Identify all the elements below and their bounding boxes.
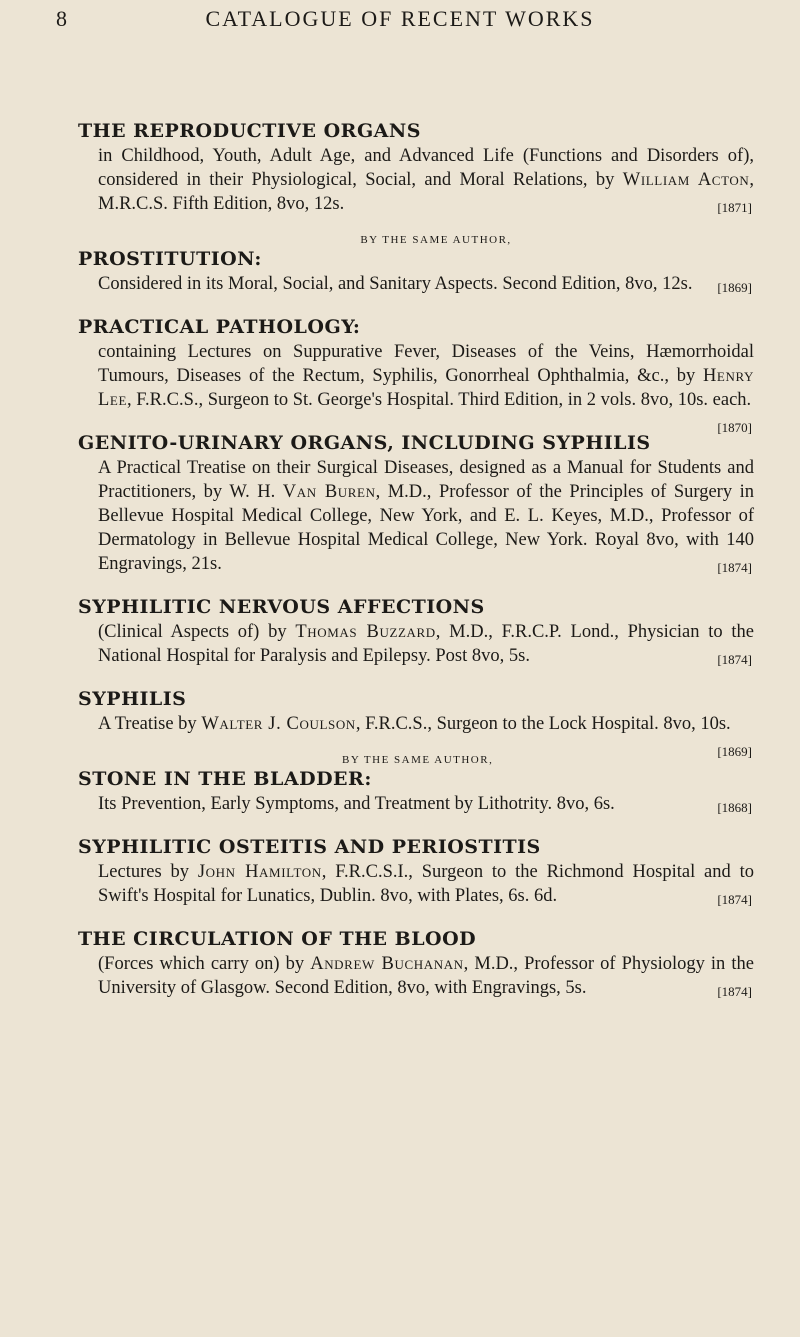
entry-text: A Practical Treatise on their Surgical Diseases, designed as a Manual for Students and Practitioners, by W. H. <box>98 458 754 502</box>
catalogue-entry <box>78 686 754 759</box>
catalogue-entry <box>78 118 754 216</box>
entry-text: (Forces which carry on) by <box>98 954 311 974</box>
entry-date: [1874] <box>717 652 752 667</box>
entry-text: (Clinical Aspects of) by <box>98 622 296 642</box>
entry-title: THE CIRCULATION OF THE BLOOD <box>78 928 477 950</box>
entry-date: [1869] <box>717 744 752 759</box>
entry-date: [1870] <box>717 420 752 435</box>
entry-text-after: , F.R.C.S., Surgeon to the Lock Hospital. 8vo, 10s. <box>355 714 731 734</box>
entry-text-after: , M.D., Professor of Physiology in the University of Glasgow. Second Edition, 8vo, with Engravings, 5s. <box>98 954 754 998</box>
entry-description <box>78 620 754 668</box>
same-author-note: BY THE SAME AUTHOR, <box>341 754 494 766</box>
entry-title: SYPHILITIC OSTEITIS AND PERIOSTITIS <box>78 836 541 858</box>
entry-date: [1869] <box>717 280 752 295</box>
entry-title: THE REPRODUCTIVE ORGANS <box>78 120 422 142</box>
entry-text: Its Prevention, Early Symptoms, and Treatment by Lithotrity. 8vo, 6s. <box>98 794 615 814</box>
entry-text: A Treatise by <box>98 714 202 734</box>
catalogue-entry <box>78 926 754 1000</box>
entries-list <box>78 118 754 1018</box>
entry-title: SYPHILITIC NERVOUS AFFECTIONS <box>78 596 485 618</box>
entry-description <box>78 456 754 576</box>
entry-description <box>78 712 754 759</box>
entry-description <box>78 952 754 1000</box>
entry-title: STONE IN THE BLADDER: <box>78 768 372 790</box>
entry-date: [1874] <box>717 560 752 575</box>
catalogue-entry <box>78 430 754 576</box>
entry-text-after: , F.R.C.S., Surgeon to St. George's Hospital. Third Edition, in 2 vols. 8vo, 10s. each. <box>126 390 752 410</box>
entry-text: containing Lectures on Suppurative Fever, Diseases of the Veins, Hæmorrhoidal Tumours, Diseases of the Rectum, Syphilis, Gonorrheal Ophthalmia, &c., by <box>98 342 754 386</box>
entry-title: SYPHILIS <box>78 688 187 710</box>
entry-date: [1868] <box>717 800 752 815</box>
catalogue-entry <box>78 314 754 435</box>
catalogue-entry <box>78 834 754 908</box>
entry-author: Andrew Buchanan <box>310 954 464 974</box>
page-number: 8 <box>56 6 67 31</box>
entry-author: John Hamilton <box>197 862 322 882</box>
entry-title: PROSTITUTION: <box>78 248 262 270</box>
running-title: CATALOGUE OF RECENT WORKS <box>205 6 595 31</box>
entry-author: Van Buren <box>282 482 376 502</box>
entry-author: Henry Lee <box>98 366 754 410</box>
entry-date: [1874] <box>717 984 752 999</box>
entry-text: Considered in its Moral, Social, and Sanitary Aspects. Second Edition, 8vo, 12s. <box>98 274 693 294</box>
entry-description <box>78 272 754 296</box>
entry-description <box>78 340 754 435</box>
entry-title: PRACTICAL PATHOLOGY: <box>78 316 361 338</box>
entry-text-after: , M.R.C.S. Fifth Edition, 8vo, 12s. <box>98 170 754 214</box>
entry-text: Lectures by <box>98 862 198 882</box>
entry-date: [1874] <box>717 892 752 907</box>
catalogue-entry <box>78 594 754 668</box>
entry-description <box>78 860 754 908</box>
entry-date: [1871] <box>717 200 752 215</box>
catalogue-entry <box>78 754 754 816</box>
entry-text: in Childhood, Youth, Adult Age, and Advanced Life (Functions and Disorders of), considered in their Physiological, Social, and Moral Relations, by <box>98 146 754 190</box>
entry-author: Thomas Buzzard <box>295 622 436 642</box>
entry-text-after: , M.D., F.R.C.P. Lond., Physician to the National Hospital for Paralysis and Epilepsy. Post 8vo, 5s. <box>98 622 754 666</box>
entry-title: GENITO-URINARY ORGANS, INCLUDING SYPHILIS <box>78 432 651 454</box>
entry-author: Walter J. Coulson <box>201 714 356 734</box>
catalogue-entry <box>78 234 754 296</box>
entry-description <box>78 792 754 816</box>
entry-description <box>78 144 754 216</box>
same-author-note: BY THE SAME AUTHOR, <box>360 234 512 246</box>
entry-text-after: , M.D., Professor of the Principles of Surgery in Bellevue Hospital Medical College, New York, and E. L. Keyes, M.D., Professor of Dermatology in Bellevue Hospital Medical College, New York. Royal 8vo, with 140 Engravings, 21s. <box>98 482 755 574</box>
entry-text-after: , F.R.C.S.I., Surgeon to the Richmond Hospital and to Swift's Hospital for Lunatics, Dublin. 8vo, with Plates, 6s. 6d. <box>98 862 754 906</box>
entry-author: William Acton <box>622 170 750 190</box>
